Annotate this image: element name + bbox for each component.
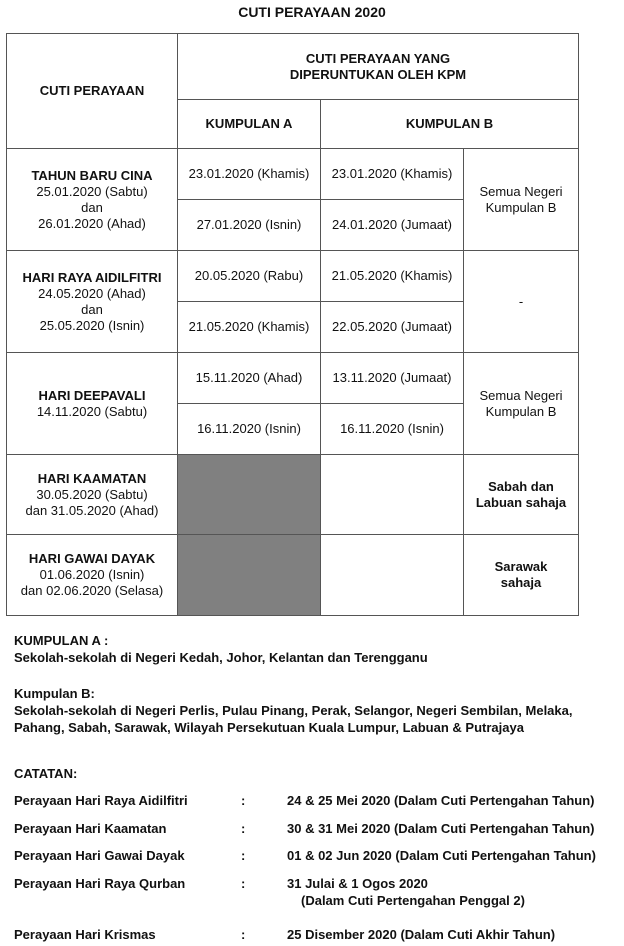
holiday-date: 25.05.2020 (Isnin) (39, 317, 145, 333)
catatan-value: 01 & 02 Jun 2020 (Dalam Cuti Pertengahan Tahun) (287, 848, 596, 863)
kumpulan-b-date: 24.01.2020 (Jumaat) (321, 200, 464, 251)
holiday-date-sep: dan (81, 199, 103, 215)
kumpulan-a-date: 21.05.2020 (Khamis) (178, 302, 321, 353)
kumpulan-b-date: 13.11.2020 (Jumaat) (321, 353, 464, 404)
table-row (7, 353, 579, 404)
header-kumpulan-a: KUMPULAN A (178, 100, 321, 149)
header-kpm-line1: CUTI PERAYAAN YANG (305, 50, 451, 66)
shaded-cell (178, 455, 321, 535)
holiday-date: dan 31.05.2020 (Ahad) (25, 502, 159, 518)
holiday-name-cell (7, 149, 178, 251)
holiday-date: 30.05.2020 (Sabtu) (36, 486, 148, 502)
kumpulan-a-date: 16.11.2020 (Isnin) (178, 404, 321, 455)
kumpulan-a-date: 20.05.2020 (Rabu) (178, 251, 321, 302)
note-line: Labuan sahaja (475, 494, 567, 510)
catatan-value: 30 & 31 Mei 2020 (Dalam Cuti Pertengahan Tahun) (287, 821, 595, 836)
note-line: Sarawak (494, 559, 548, 574)
holiday-date: 24.05.2020 (Ahad) (38, 285, 146, 301)
note-cell: - (464, 251, 579, 353)
kumpulan-a-section (14, 632, 428, 666)
holiday-date: 01.06.2020 (Isnin) (39, 567, 145, 582)
table-header-row (7, 34, 579, 100)
kumpulan-b-date: 21.05.2020 (Khamis) (321, 251, 464, 302)
table-row (7, 149, 579, 200)
page-title: CUTI PERAYAAN 2020 (238, 4, 386, 20)
kumpulan-a-date: 27.01.2020 (Isnin) (178, 200, 321, 251)
catatan-label: Perayaan Hari Raya Qurban (14, 876, 186, 891)
holiday-name-cell (7, 251, 178, 353)
note-cell (464, 149, 579, 251)
kumpulan-b-date: 22.05.2020 (Jumaat) (321, 302, 464, 353)
catatan-heading: CATATAN: (14, 766, 78, 781)
table-row (7, 455, 579, 535)
kumpulan-a-date: 23.01.2020 (Khamis) (178, 149, 321, 200)
catatan-colon: : (241, 848, 246, 863)
catatan-label: Perayaan Hari Raya Aidilfitri (14, 793, 188, 808)
catatan-label: Perayaan Hari Krismas (14, 927, 156, 942)
kumpulan-b-date: 23.01.2020 (Khamis) (321, 149, 464, 200)
kumpulan-a-heading: KUMPULAN A : (14, 633, 109, 648)
catatan-label: Perayaan Hari Kaamatan (14, 821, 167, 836)
holiday-name-cell (7, 535, 178, 616)
catatan-colon: : (241, 793, 246, 808)
kumpulan-a-date: 15.11.2020 (Ahad) (178, 353, 321, 404)
header-cuti-perayaan: CUTI PERAYAAN (7, 34, 178, 149)
catatan-value: 25 Disember 2020 (Dalam Cuti Akhir Tahun) (287, 927, 556, 942)
holiday-name-cell (7, 353, 178, 455)
kumpulan-b-text: Sekolah-sekolah di Negeri Perlis, Pulau Pinang, Perak, Selangor, Negeri Sembilan, Melaka, (14, 703, 573, 718)
holiday-table (6, 33, 579, 616)
holiday-name: HARI GAWAI DAYAK (28, 551, 156, 566)
kumpulan-b-heading: Kumpulan B: (14, 686, 95, 701)
holiday-date-sep: dan (81, 301, 103, 317)
kumpulan-b-section (14, 685, 573, 736)
header-kpm-line2: DIPERUNTUKAN OLEH KPM (289, 66, 467, 82)
kumpulan-a-text: Sekolah-sekolah di Negeri Kedah, Johor, Kelantan dan Terengganu (14, 650, 428, 665)
shaded-cell (178, 535, 321, 616)
holiday-date: 14.11.2020 (Sabtu) (36, 403, 148, 419)
empty-cell (321, 455, 464, 535)
kumpulan-b-text: Pahang, Sabah, Sarawak, Wilayah Persekutuan Kuala Lumpur, Labuan & Putrajaya (14, 720, 524, 735)
header-kumpulan-b: KUMPULAN B (321, 100, 579, 149)
note-line: Semua Negeri (479, 183, 563, 199)
holiday-date: 26.01.2020 (Ahad) (38, 215, 146, 231)
holiday-name: TAHUN BARU CINA (31, 167, 153, 183)
catatan-value: 31 Julai & 1 Ogos 2020 (287, 876, 428, 891)
holiday-name: HARI KAAMATAN (37, 470, 147, 486)
catatan-label: Perayaan Hari Gawai Dayak (14, 848, 185, 863)
kumpulan-b-date: 16.11.2020 (Isnin) (321, 404, 464, 455)
note-line: sahaja (500, 575, 542, 590)
note-line: Semua Negeri (479, 387, 563, 403)
note-cell (464, 353, 579, 455)
catatan-value-note: (Dalam Cuti Pertengahan Penggal 2) (301, 893, 525, 908)
catatan-value: 24 & 25 Mei 2020 (Dalam Cuti Pertengahan Tahun) (287, 793, 595, 808)
table-row (7, 251, 579, 302)
note-cell (464, 455, 579, 535)
note-line: Kumpulan B (485, 199, 557, 215)
holiday-date: 25.01.2020 (Sabtu) (36, 183, 148, 199)
table-row (7, 535, 579, 616)
note-line: Sabah dan (488, 478, 554, 494)
holiday-date: dan 02.06.2020 (Selasa) (20, 583, 164, 598)
holiday-name: HARI RAYA AIDILFITRI (22, 269, 162, 285)
note-cell (464, 535, 579, 616)
holiday-name-cell (7, 455, 178, 535)
catatan-colon: : (241, 876, 246, 891)
holiday-name: HARI DEEPAVALI (38, 387, 146, 403)
header-kpm (178, 34, 579, 100)
catatan-colon: : (241, 821, 246, 836)
note-line: Kumpulan B (485, 403, 557, 419)
empty-cell (321, 535, 464, 616)
catatan-colon: : (241, 927, 246, 942)
